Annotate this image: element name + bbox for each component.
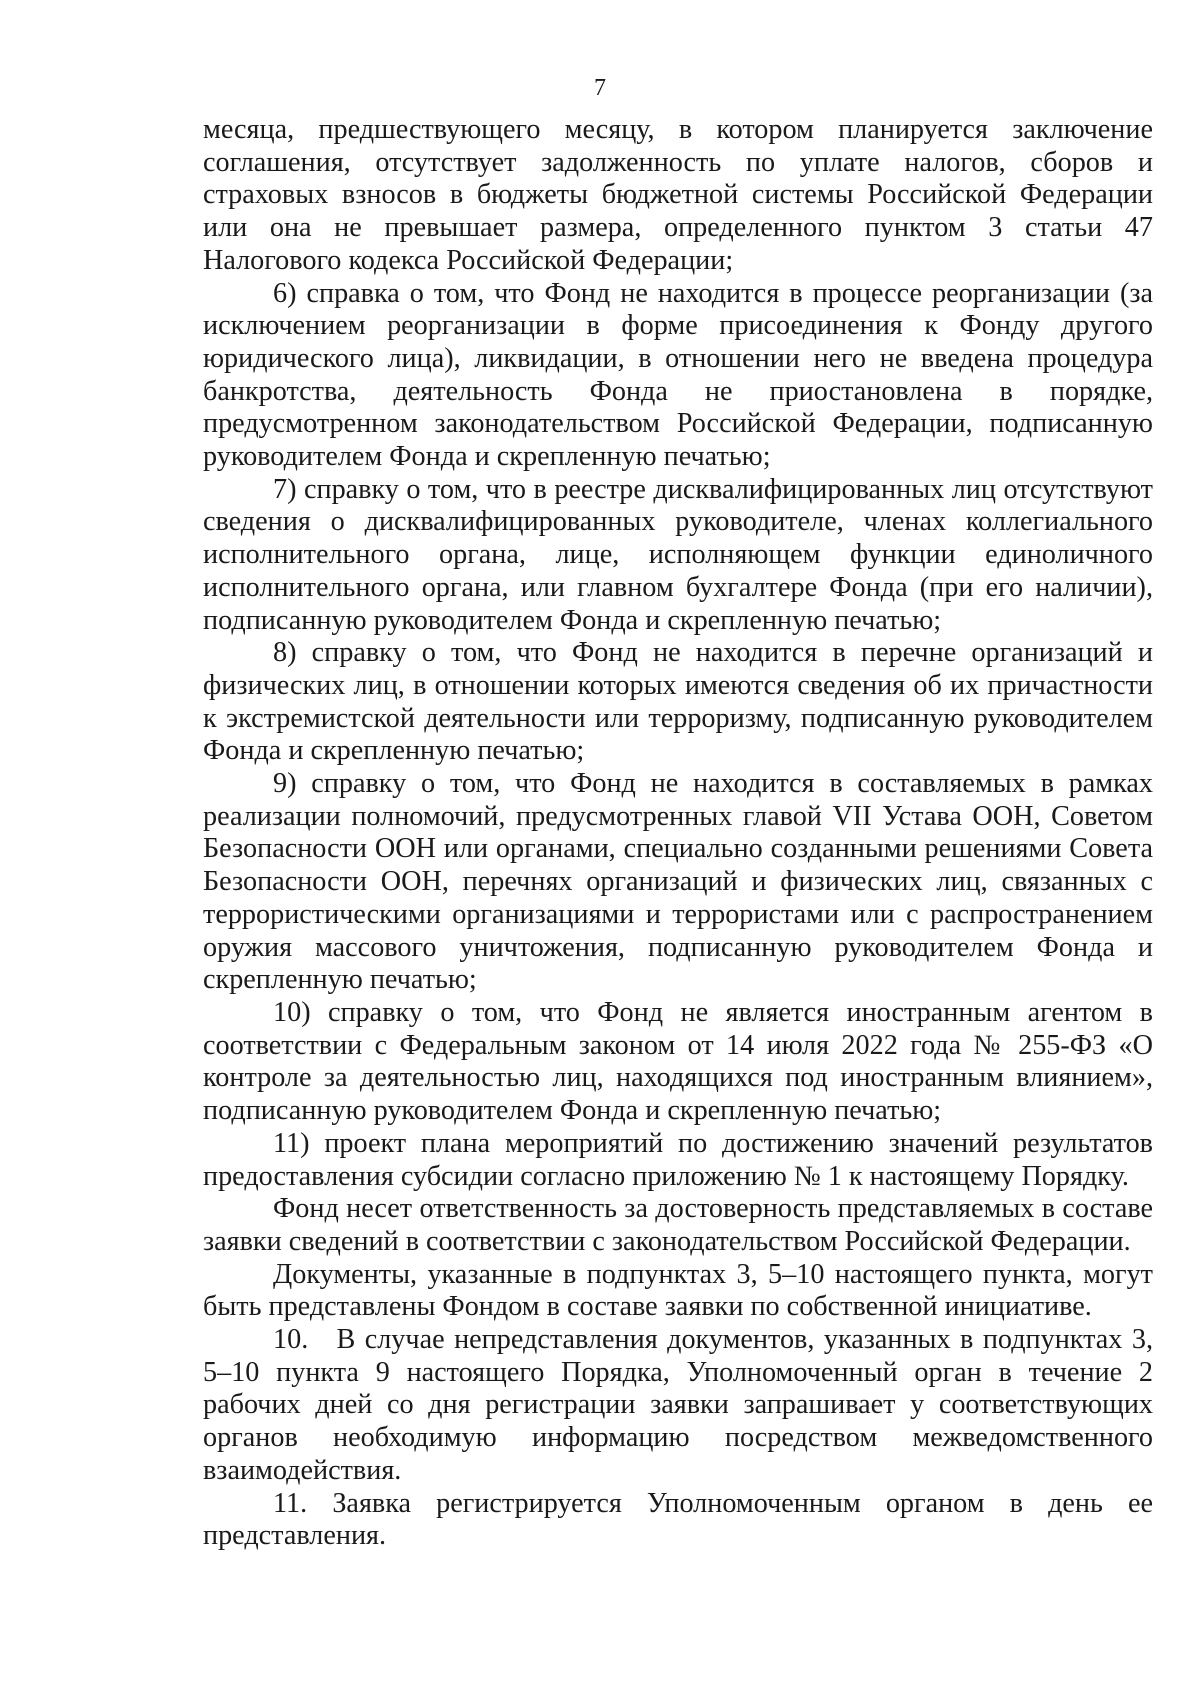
paragraph-item-6: 6) справка о том, что Фонд не находится в процессе реорганизации (за исключением реорганизации в форме присоединения к Фонду другого юридического лица), ликвидации, в отношении него не введена процедура банкротства, деятельность Фонда не приостановлена в порядке, предусмотренном законодательством Российской Федерации, подписанную руководителем Фонда и скрепленную печатью;: [203, 277, 1153, 473]
document-body: [203, 114, 1153, 1553]
point-10-number: 10.: [273, 1324, 309, 1356]
paragraph-documents-note: Документы, указанные в подпунктах 3, 5–10 настоящего пункта, могут быть представлены Фондом в составе заявки по собственной инициативе.: [203, 1258, 1153, 1323]
paragraph-item-11: 11) проект плана мероприятий по достижению значений результатов предоставления субсидии согласно приложению № 1 к настоящему Порядку.: [203, 1127, 1153, 1192]
paragraph-item-9: 9) справку о том, что Фонд не находится в составляемых в рамках реализации полномочий, предусмотренных главой VII Устава ООН, Советом Безопасности ООН или органами, специально созданными решениями Совета Безопасности ООН, перечнях организаций и физических лиц, связанных с террористическими организациями и террористами или с распространением оружия массового уничтожения, подписанную руководителем Фонда и скрепленную печатью;: [203, 768, 1153, 996]
paragraph-responsibility: Фонд несет ответственность за достоверность представляемых в составе заявки сведений в соответствии с законодательством Российской Федерации.: [203, 1193, 1153, 1257]
paragraph-continuation: месяца, предшествующего месяцу, в котором планируется заключение соглашения, отсутствует задолженность по уплате налогов, сборов и страховых взносов в бюджеты бюджетной системы Российской Федерации или она не превышает размера, определенного пунктом 3 статьи 47 Налогового кодекса Российской Федерации;: [203, 114, 1153, 276]
point-10-text: В случае непредставления документов, указанных в подпунктах 3, 5–10 пункта 9 настоящего Порядка, Уполномоченный орган в течение 2 рабочих дней со дня регистрации заявки запрашивает у соответствующих органов необходимую информацию посредством межведомственного взаимодействия.: [203, 1324, 1153, 1486]
paragraph-item-10: 10) справку о том, что Фонд не является иностранным агентом в соответствии с Федеральным законом от 14 июля 2022 года № 255-ФЗ «О контроле за деятельностью лиц, находящихся под иностранным влиянием», подписанную руководителем Фонда и скрепленную печатью;: [203, 996, 1153, 1127]
paragraph-item-7: 7) справку о том, что в реестре дисквалифицированных лиц отсутствуют сведения о дисквалифицированных руководителе, членах коллегиального исполнительного органа, лице, исполняющем функции единоличного исполнительного органа, или главном бухгалтере Фонда (при его наличии), подписанную руководителем Фонда и скрепленную печатью;: [203, 473, 1153, 636]
paragraph-point-11: [203, 1488, 1153, 1553]
point-11-text: Заявка регистрируется Уполномоченным органом в день ее представления.: [203, 1487, 1153, 1552]
point-11-number: 11.: [273, 1487, 308, 1519]
paragraph-point-10: [203, 1324, 1153, 1488]
paragraph-item-8: 8) справку о том, что Фонд не находится в перечне организаций и физических лиц, в отношении которых имеются сведения об их причастности к экстремистской деятельности или терроризму, подписанную руководителем Фонда и скрепленную печатью;: [203, 637, 1153, 767]
page-number: 7: [594, 75, 606, 101]
